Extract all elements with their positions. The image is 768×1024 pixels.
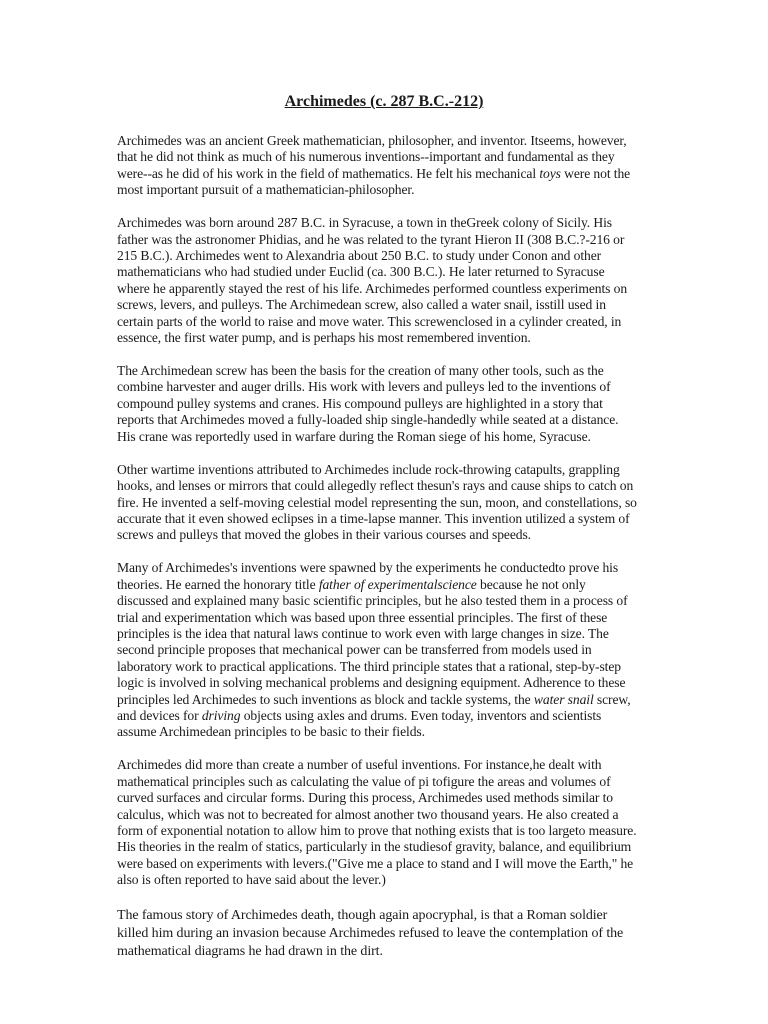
text-run: because he not only discussed and explained many basic scientific principles, but he also tested them in a process of trial and experimentation which was based upon three essential principles. The first of these principles is the idea that natural laws continue to work even with large changes in size. The second principle proposes that mechanical power can be transferred from models used in laboratory work to practical applications. The third principle states that a rational, step-by-step logic is involved in solving mechanical problems and designing equipment. Adherence to these principles led Archimedes to such inventions as block and tackle systems, the [117, 576, 628, 707]
paragraph-1 [117, 133, 637, 199]
paragraph-4 [117, 462, 637, 544]
text-run: Archimedes was born around 287 B.C. in Syracuse, a town in theGreek colony of Sicily. His father was the astronomer Phidias, and he was related to the tyrant Hieron II (308 B.C.?-216 or 215 B.C.). Archimedes went to Alexandria about 250 B.C. to study under Conon and other mathematicians who had studied under Euclid (ca. 300 B.C.). He later returned to Syracuse where he apparently stayed the rest of his life. Archimedes performed countless experiments on screws, levers, and pulleys. The Archimedean screw, also called a water snail, isstill used in certain parts of the world to raise and move water. This screwenclosed in a cylinder created, in essence, the first water pump, and is perhaps his most remembered invention. [117, 215, 628, 346]
text-run: Other wartime inventions attributed to Archimedes include rock-throwing catapults, grappling hooks, and lenses or mirrors that could allegedly reflect thesun's rays and cause ships to catch on fire. He invented a self-moving celestial model representing the sun, moon, and constellations, so accurate that it even showed eclipses in a time-lapse manner. This invention utilized a system of screws and pulleys that moved the globes in their various courses and speeds. [117, 461, 637, 543]
text-run: were not the most important pursuit of a mathematician-philosopher. [117, 165, 631, 198]
text-run: screw, and devices for [117, 691, 631, 723]
paragraph-2 [117, 215, 637, 346]
paragraph-5 [117, 560, 637, 740]
page-title: Archimedes (c. 287 B.C.-212) [284, 93, 484, 110]
paragraph-6 [117, 757, 637, 888]
text-run: objects using axles and drums. Even today, inventors and scientists assume Archimedean principles to be basic to their fields. [117, 707, 602, 740]
italic-run: water snail [533, 691, 594, 707]
paragraph-7 [117, 907, 637, 962]
text-run: Archimedes was an ancient Greek mathematician, philosopher, and inventor. Itseems, however, that he did not think as much of his numerous inventions--important and fundamental as they were--as he did of his work in the field of mathematics. He felt his mechanical [117, 133, 627, 181]
text-run: Many of Archimedes's inventions were spawned by the experiments he conductedto prove his theories. He earned the honorary title [117, 560, 619, 592]
italic-run: driving [201, 707, 241, 723]
italic-run: toys [539, 165, 561, 181]
document-body [117, 133, 637, 978]
text-run: The famous story of Archimedes death, though again apocryphal, is that a Roman soldier killed him during an invasion because Archimedes refused to leave the contemplation of the mathematical diagrams he had drawn in the dirt. [117, 907, 624, 960]
text-run: The Archimedean screw has been the basis for the creation of many other tools, such as the combine harvester and auger drills. His work with levers and pulleys led to the inventions of compound pulley systems and cranes. His compound pulleys are highlighted in a story that reports that Archimedes moved a fully-loaded ship single-handedly while seated at a distance. His crane was reportedly used in warfare during the Roman siege of his home, Syracuse. [117, 363, 619, 444]
text-run: Archimedes did more than create a number of useful inventions. For instance,he dealt with mathematical principles such as calculating the value of pi tofigure the areas and volumes of curved surfaces and circular forms. During this process, Archimedes used methods similar to calculus, which was not to becreated for almost another two thousand years. He also created a form of exponential notation to allow him to prove that nothing exists that is too largeto measure. His theories in the realm of statics, particularly in the studiesof gravity, balance, and equilibrium were based on experiments with levers.("Give me a place to stand and I will move the Earth," he also is often reported to have said about the lever.) [117, 757, 637, 888]
italic-run: father of experimentalscience [318, 576, 477, 592]
paragraph-3 [117, 363, 637, 445]
